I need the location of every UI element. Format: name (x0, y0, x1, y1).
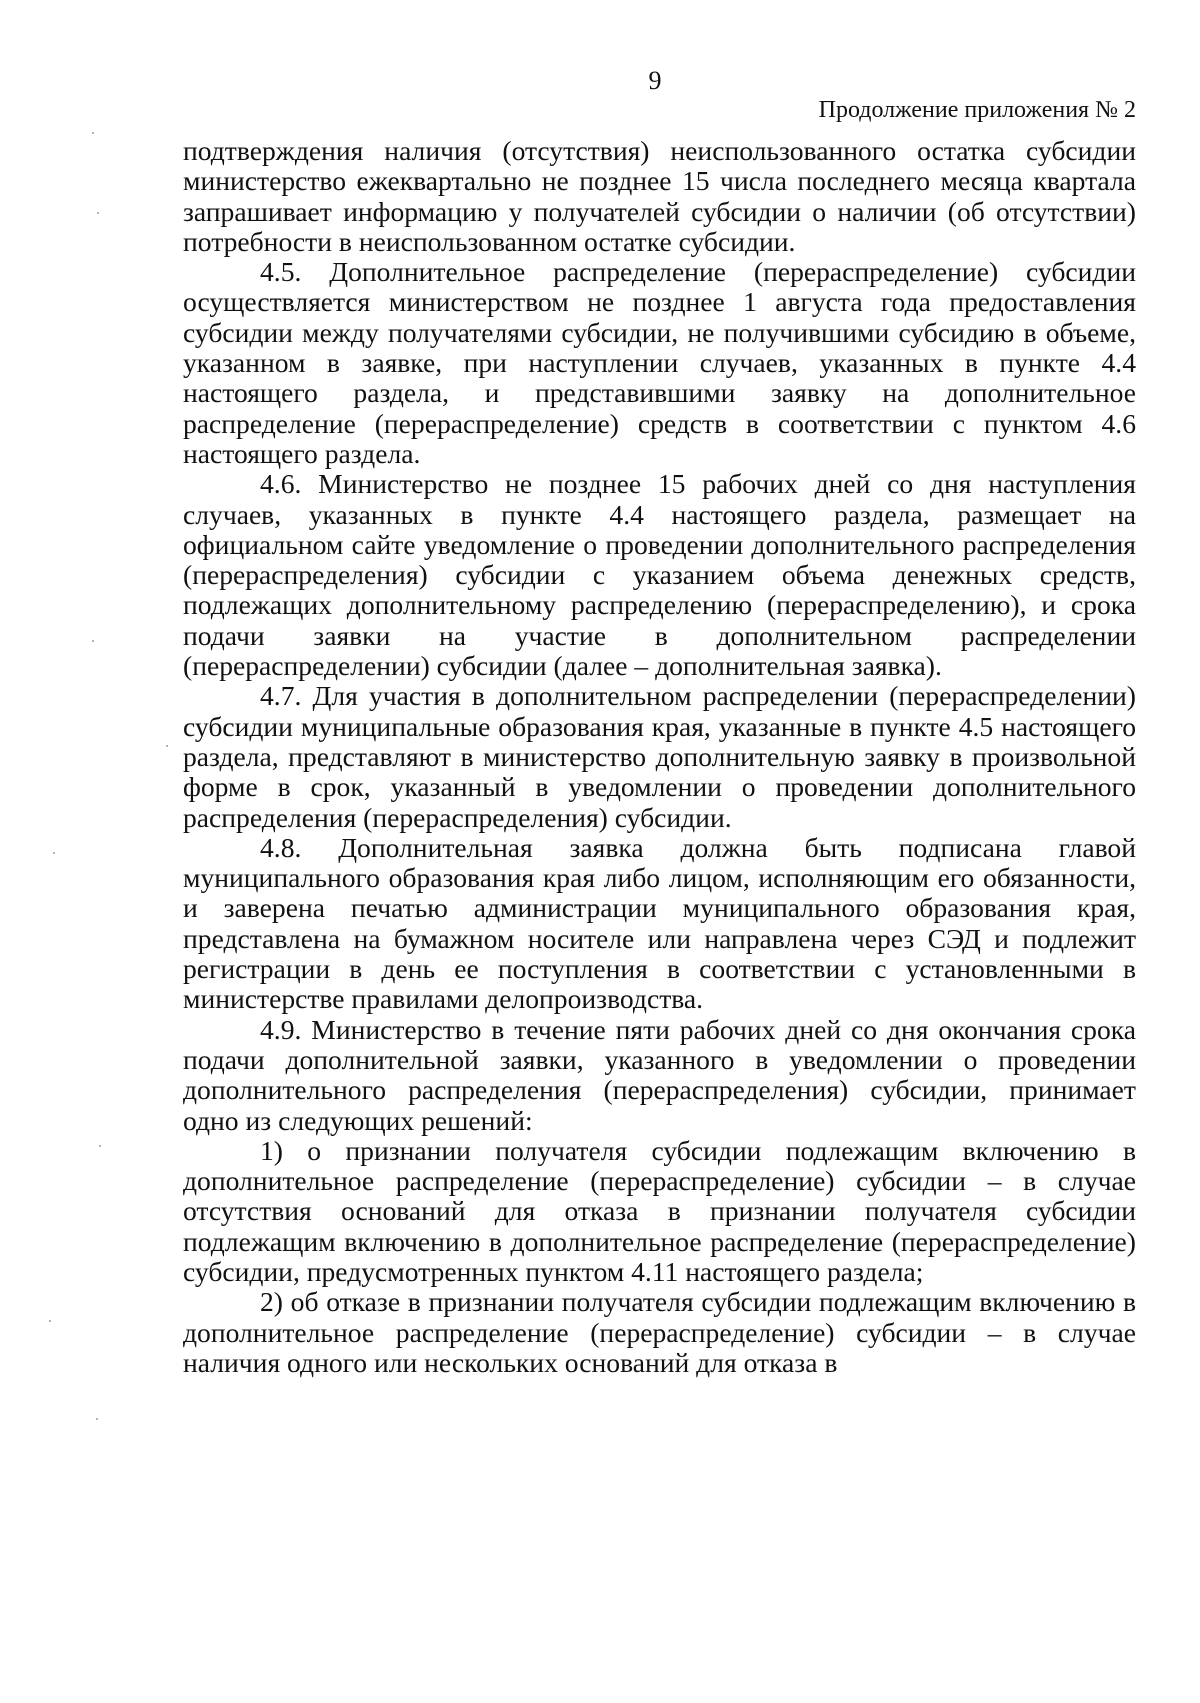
document-body (183, 136, 1136, 1378)
scan-speck (49, 1320, 51, 1322)
paragraph-continuation: подтверждения наличия (отсутствия) неиспользованного остатка субсидии министерство ежеквартально не позднее 15 числа последнего месяца квартала запрашивает информацию у получателей субсидии о наличии (об отсутствии) потребности в неиспользованном остатке субсидии. (183, 135, 1136, 257)
page-number: 9 (648, 66, 662, 95)
paragraph-4-7: 4.7. Для участия в дополнительном распределении (перераспределении) субсидии муниципальные образования края, указанные в пункте 4.5 настоящего раздела, представляют в министерство дополнительную заявку в произвольной форме в срок, указанный в уведомлении о проведении дополнительного распределения (перераспределения) субсидии. (183, 680, 1136, 833)
scan-speck (96, 1418, 98, 1420)
scan-speck (97, 212, 99, 214)
scan-speck (166, 745, 168, 747)
paragraph-4-8: 4.8. Дополнительная заявка должна быть подписана главой муниципального образования края либо лицом, исполняющим его обязанности, и заверена печатью администрации муниципального образования края, представлена на бумажном носителе или направлена через СЭД и подлежит регистрации в день ее поступления в соответствии с установленными в министерстве правилами делопроизводства. (183, 831, 1136, 1015)
running-header: Продолжение приложения № 2 (818, 97, 1136, 123)
paragraph-4-5: 4.5. Дополнительное распределение (перераспределение) субсидии осуществляется министерством не позднее 1 августа года предоставления субсидии между получателями субсидии, не получившими субсидию в объеме, указанном в заявке, при наступлении случаев, указанных в пункте 4.4 настоящего раздела, и представившими заявку на дополнительное распределение (перераспределение) средств в соответствии с пунктом 4.6 настоящего раздела. (183, 256, 1136, 469)
scan-speck (92, 640, 94, 642)
paragraph-4-9: 4.9. Министерство в течение пяти рабочих дней со дня окончания срока подачи дополнительной заявки, указанного в уведомлении о проведении дополнительного распределения (перераспределения) субсидии, принимает одно из следующих решений: (183, 1013, 1136, 1136)
paragraph-4-6: 4.6. Министерство не позднее 15 рабочих дней со дня наступления случаев, указанных в пункте 4.4 настоящего раздела, размещает на официальном сайте уведомление о проведении дополнительного распределения (перераспределения) субсидии с указанием объема денежных средств, подлежащих дополнительному распределению (перераспределению), и срока подачи заявки на участие в дополнительном распределении (перераспределении) субсидии (далее – дополнительная заявка). (183, 468, 1136, 682)
scan-speck (92, 132, 94, 134)
list-item-2: 2) об отказе в признании получателя субсидии подлежащим включению в дополнительное распределение (перераспределение) субсидии – в случае наличия одного или нескольких оснований для отказа в (183, 1286, 1136, 1378)
scan-speck (99, 1145, 101, 1147)
scan-speck (53, 852, 55, 854)
list-item-1: 1) о признании получателя субсидии подлежащим включению в дополнительное распределение (перераспределение) субсидии – в случае отсутствия оснований для отказа в признании получателя субсидии подлежащим включению в дополнительное распределение (перераспределение) субсидии, предусмотренных пунктом 4.11 настоящего раздела; (183, 1134, 1136, 1287)
